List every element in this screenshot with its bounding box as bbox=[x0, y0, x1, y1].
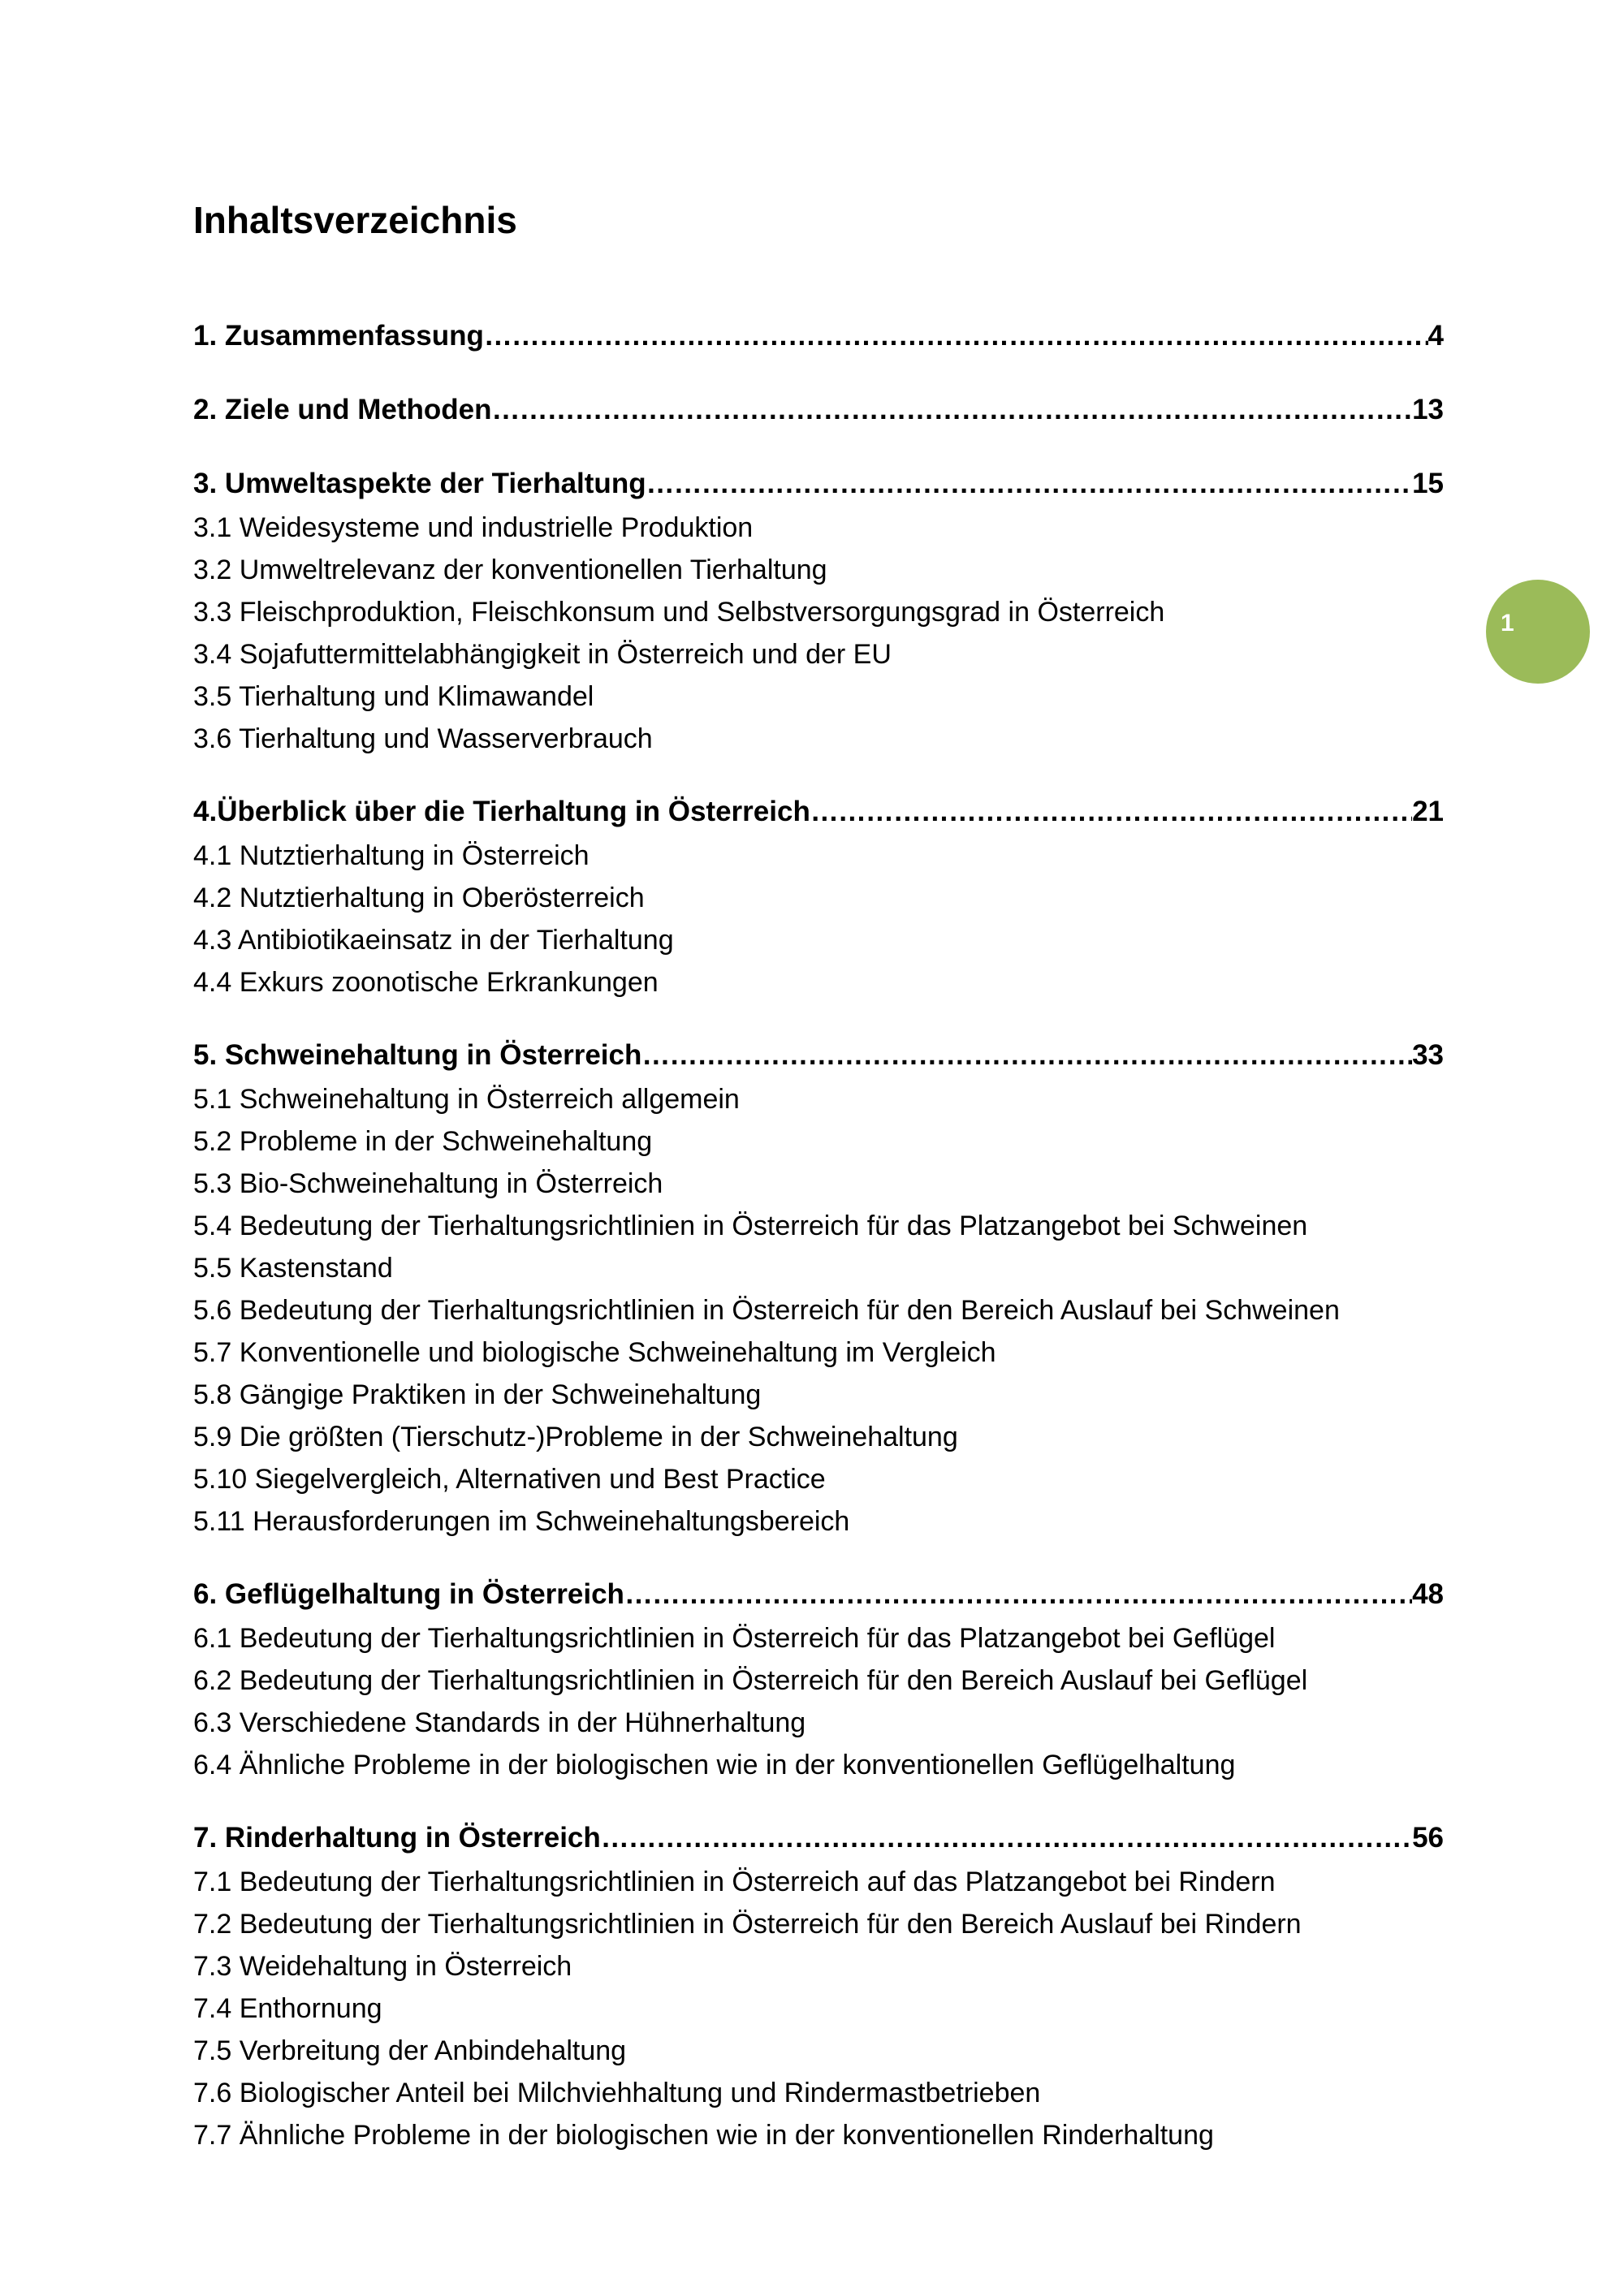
toc-subentry[interactable]: 3.1 Weidesysteme und industrielle Produktion bbox=[193, 512, 754, 543]
toc-subentry[interactable]: 6.2 Bedeutung der Tierhaltungsrichtlinien in Österreich für den Bereich Auslauf bei Geflügel bbox=[193, 1665, 1308, 1696]
toc-subentry[interactable]: 5.10 Siegelvergleich, Alternativen und Best Practice bbox=[193, 1464, 826, 1495]
toc-subentry[interactable]: 5.1 Schweinehaltung in Österreich allgemein bbox=[193, 1084, 740, 1115]
toc-subentry[interactable]: 3.3 Fleischproduktion, Fleischkonsum und Selbstversorgungsgrad in Österreich bbox=[193, 597, 1165, 628]
toc-chapter-entry[interactable] bbox=[193, 461, 1444, 507]
chapter-title: 3. Umweltaspekte der Tierhaltung bbox=[193, 468, 646, 499]
chapter-page-number: 56 bbox=[1412, 1822, 1444, 1854]
toc-subentry[interactable]: 7.2 Bedeutung der Tierhaltungsrichtlinien in Österreich für den Bereich Auslauf bei Rindern bbox=[193, 1909, 1302, 1940]
page-number-badge bbox=[1486, 580, 1590, 684]
toc-subentry[interactable]: 7.5 Verbreitung der Anbindehaltung bbox=[193, 2035, 627, 2066]
chapter-page-number: 33 bbox=[1412, 1039, 1444, 1071]
toc-subentry[interactable]: 7.3 Weidehaltung in Österreich bbox=[193, 1951, 572, 1982]
chapter-page-number: 15 bbox=[1412, 468, 1444, 499]
toc-subentry[interactable]: 4.4 Exkurs zoonotische Erkrankungen bbox=[193, 967, 659, 998]
toc-subentry[interactable]: 3.2 Umweltrelevanz der konventionellen Tierhaltung bbox=[193, 555, 827, 585]
toc-section bbox=[193, 1033, 1444, 1543]
dot-leader bbox=[624, 1572, 1412, 1617]
chapter-page-number: 48 bbox=[1412, 1578, 1444, 1610]
toc-subentry[interactable]: 6.3 Verschiedene Standards in der Hühnerhaltung bbox=[193, 1707, 806, 1738]
toc-section bbox=[193, 1815, 1444, 2156]
dot-leader bbox=[484, 313, 1428, 359]
toc-section bbox=[193, 1572, 1444, 1786]
toc-subentry[interactable]: 3.5 Tierhaltung und Klimawandel bbox=[193, 681, 594, 712]
toc-chapter-entry[interactable] bbox=[193, 1815, 1444, 1861]
dot-leader bbox=[492, 387, 1413, 433]
toc-subentry[interactable]: 7.7 Ähnliche Probleme in der biologischen wie in der konventionellen Rinderhaltung bbox=[193, 2120, 1214, 2151]
toc-subentry[interactable]: 4.1 Nutztierhaltung in Österreich bbox=[193, 840, 590, 871]
chapter-title: 1. Zusammenfassung bbox=[193, 320, 484, 352]
toc-chapter-entry[interactable] bbox=[193, 387, 1444, 433]
page-title: Inhaltsverzeichnis bbox=[193, 199, 517, 241]
toc-subentry[interactable]: 7.6 Biologischer Anteil bei Milchviehhaltung und Rindermastbetrieben bbox=[193, 2078, 1041, 2108]
toc-subentry[interactable]: 7.4 Enthornung bbox=[193, 1993, 382, 2024]
toc-subentry[interactable]: 3.4 Sojafuttermittelabhängigkeit in Österreich und der EU bbox=[193, 639, 892, 670]
toc-section bbox=[193, 789, 1444, 1003]
chapter-page-number: 21 bbox=[1412, 796, 1444, 827]
toc-section bbox=[193, 461, 1444, 760]
toc-subentry[interactable]: 5.9 Die größten (Tierschutz-)Probleme in der Schweinehaltung bbox=[193, 1422, 958, 1452]
toc-subentry[interactable]: 6.4 Ähnliche Probleme in der biologischen wie in der konventionellen Geflügelhaltung bbox=[193, 1750, 1236, 1780]
toc-subentry[interactable]: 5.6 Bedeutung der Tierhaltungsrichtlinien in Österreich für den Bereich Auslauf bei Schweinen bbox=[193, 1295, 1340, 1326]
chapter-title: 6. Geflügelhaltung in Österreich bbox=[193, 1578, 624, 1610]
toc-section bbox=[193, 313, 1444, 359]
toc-subentry[interactable]: 4.3 Antibiotikaeinsatz in der Tierhaltung bbox=[193, 925, 674, 956]
chapter-title: 4.Überblick über die Tierhaltung in Österreich bbox=[193, 796, 810, 827]
dot-leader bbox=[641, 1033, 1412, 1078]
chapter-page-number: 4 bbox=[1427, 320, 1444, 352]
dot-leader bbox=[601, 1815, 1412, 1861]
chapter-title: 7. Rinderhaltung in Österreich bbox=[193, 1822, 601, 1854]
toc-subentry[interactable]: 5.3 Bio-Schweinehaltung in Österreich bbox=[193, 1168, 663, 1199]
toc-subentry[interactable]: 5.7 Konventionelle und biologische Schweinehaltung im Vergleich bbox=[193, 1337, 996, 1368]
toc-subentry[interactable]: 7.1 Bedeutung der Tierhaltungsrichtlinien in Österreich auf das Platzangebot bei Rindern bbox=[193, 1867, 1276, 1897]
toc-section bbox=[193, 387, 1444, 433]
toc-subentry[interactable]: 5.2 Probleme in der Schweinehaltung bbox=[193, 1126, 653, 1157]
chapter-page-number: 13 bbox=[1412, 394, 1444, 425]
toc-subentry[interactable]: 5.11 Herausforderungen im Schweinehaltungsbereich bbox=[193, 1506, 850, 1537]
toc-subentry[interactable]: 6.1 Bedeutung der Tierhaltungsrichtlinien in Österreich für das Platzangebot bei Geflügel bbox=[193, 1623, 1276, 1654]
dot-leader bbox=[646, 461, 1412, 507]
toc-chapter-entry[interactable] bbox=[193, 1033, 1444, 1078]
chapter-title: 2. Ziele und Methoden bbox=[193, 394, 492, 425]
toc-chapter-entry[interactable] bbox=[193, 789, 1444, 835]
chapter-title: 5. Schweinehaltung in Österreich bbox=[193, 1039, 642, 1071]
page-number: 1 bbox=[1501, 610, 1514, 637]
toc-chapter-entry[interactable] bbox=[193, 313, 1444, 359]
toc-subentry[interactable]: 5.8 Gängige Praktiken in der Schweinehaltung bbox=[193, 1379, 762, 1410]
toc-chapter-entry[interactable] bbox=[193, 1572, 1444, 1617]
toc-subentry[interactable]: 5.4 Bedeutung der Tierhaltungsrichtlinien in Österreich für das Platzangebot bei Schweinen bbox=[193, 1211, 1308, 1241]
toc-subentry[interactable]: 4.2 Nutztierhaltung in Oberösterreich bbox=[193, 883, 645, 913]
toc-subentry[interactable]: 5.5 Kastenstand bbox=[193, 1253, 393, 1284]
toc-subentry[interactable]: 3.6 Tierhaltung und Wasserverbrauch bbox=[193, 723, 653, 754]
dot-leader bbox=[810, 789, 1412, 835]
